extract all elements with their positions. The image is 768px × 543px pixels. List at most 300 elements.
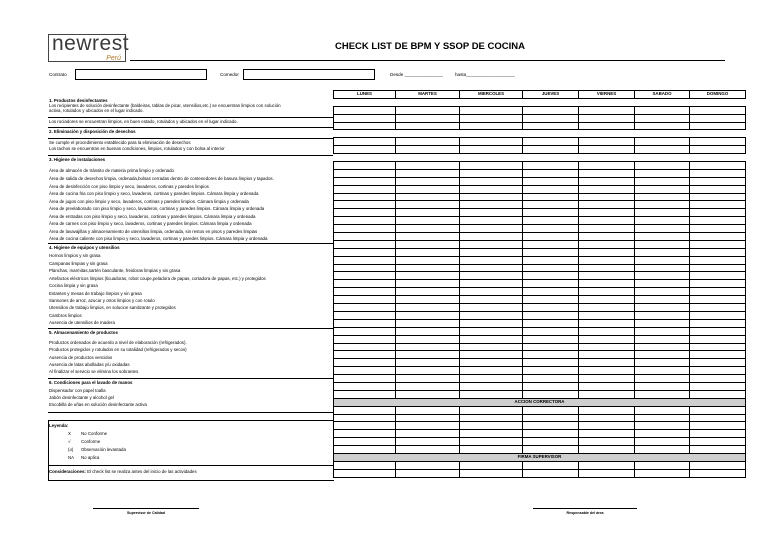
check-cell[interactable] bbox=[690, 414, 746, 422]
check-cell[interactable] bbox=[523, 296, 579, 304]
check-cell[interactable] bbox=[460, 359, 523, 367]
check-cell[interactable] bbox=[334, 422, 396, 430]
check-cell[interactable] bbox=[635, 343, 690, 351]
check-cell[interactable] bbox=[523, 225, 579, 233]
check-cell[interactable] bbox=[460, 296, 523, 304]
check-cell[interactable] bbox=[690, 201, 746, 209]
check-cell[interactable] bbox=[523, 311, 579, 319]
check-cell[interactable] bbox=[460, 375, 523, 383]
check-cell[interactable] bbox=[396, 335, 460, 343]
check-cell[interactable] bbox=[396, 319, 460, 327]
check-cell[interactable] bbox=[460, 233, 523, 241]
check-cell[interactable] bbox=[635, 114, 690, 122]
check-cell[interactable] bbox=[523, 280, 579, 288]
check-cell[interactable] bbox=[690, 225, 746, 233]
check-cell[interactable] bbox=[396, 304, 460, 312]
check-cell[interactable] bbox=[523, 469, 579, 477]
check-cell[interactable] bbox=[635, 296, 690, 304]
check-cell[interactable] bbox=[396, 406, 460, 414]
check-cell[interactable] bbox=[579, 304, 635, 312]
check-cell[interactable] bbox=[334, 146, 396, 154]
check-cell[interactable] bbox=[460, 319, 523, 327]
check-cell[interactable] bbox=[334, 446, 396, 454]
check-cell[interactable] bbox=[460, 122, 523, 130]
check-cell[interactable] bbox=[579, 319, 635, 327]
check-cell[interactable] bbox=[579, 114, 635, 122]
check-cell[interactable] bbox=[690, 288, 746, 296]
check-cell[interactable] bbox=[635, 233, 690, 241]
check-cell[interactable] bbox=[334, 359, 396, 367]
check-cell[interactable] bbox=[635, 367, 690, 375]
check-cell[interactable] bbox=[579, 390, 635, 398]
check-cell[interactable] bbox=[635, 288, 690, 296]
check-cell[interactable] bbox=[460, 343, 523, 351]
check-cell[interactable] bbox=[635, 438, 690, 446]
check-cell[interactable] bbox=[523, 335, 579, 343]
check-cell[interactable] bbox=[523, 169, 579, 177]
check-cell[interactable] bbox=[334, 382, 396, 390]
check-cell[interactable] bbox=[460, 406, 523, 414]
check-cell[interactable] bbox=[635, 248, 690, 256]
check-cell[interactable] bbox=[396, 240, 460, 248]
check-cell[interactable] bbox=[690, 256, 746, 264]
check-cell[interactable] bbox=[523, 359, 579, 367]
check-cell[interactable] bbox=[579, 327, 635, 335]
check-cell[interactable] bbox=[396, 296, 460, 304]
check-cell[interactable] bbox=[690, 390, 746, 398]
check-cell[interactable] bbox=[579, 422, 635, 430]
check-cell[interactable] bbox=[396, 146, 460, 154]
check-cell[interactable] bbox=[523, 304, 579, 312]
check-cell[interactable] bbox=[460, 422, 523, 430]
check-cell[interactable] bbox=[334, 217, 396, 225]
check-cell[interactable] bbox=[396, 367, 460, 375]
check-cell[interactable] bbox=[523, 406, 579, 414]
check-cell[interactable] bbox=[635, 185, 690, 193]
check-cell[interactable] bbox=[460, 461, 523, 469]
check-cell[interactable] bbox=[690, 177, 746, 185]
check-cell[interactable] bbox=[396, 311, 460, 319]
check-cell[interactable] bbox=[396, 461, 460, 469]
check-cell[interactable] bbox=[396, 359, 460, 367]
check-cell[interactable] bbox=[579, 217, 635, 225]
check-cell[interactable] bbox=[396, 414, 460, 422]
check-cell[interactable] bbox=[579, 375, 635, 383]
check-cell[interactable] bbox=[334, 248, 396, 256]
check-cell[interactable] bbox=[334, 201, 396, 209]
check-cell[interactable] bbox=[523, 288, 579, 296]
check-cell[interactable] bbox=[396, 162, 460, 170]
check-cell[interactable] bbox=[635, 406, 690, 414]
check-cell[interactable] bbox=[690, 114, 746, 122]
check-cell[interactable] bbox=[460, 272, 523, 280]
check-cell[interactable] bbox=[690, 327, 746, 335]
check-cell[interactable] bbox=[579, 343, 635, 351]
check-cell[interactable] bbox=[635, 390, 690, 398]
check-cell[interactable] bbox=[690, 217, 746, 225]
check-cell[interactable] bbox=[460, 162, 523, 170]
check-cell[interactable] bbox=[460, 335, 523, 343]
check-cell[interactable] bbox=[334, 351, 396, 359]
check-cell[interactable] bbox=[635, 217, 690, 225]
check-cell[interactable] bbox=[460, 382, 523, 390]
check-cell[interactable] bbox=[460, 146, 523, 154]
check-cell[interactable] bbox=[334, 375, 396, 383]
check-cell[interactable] bbox=[690, 240, 746, 248]
check-cell[interactable] bbox=[460, 240, 523, 248]
check-cell[interactable] bbox=[635, 414, 690, 422]
check-cell[interactable] bbox=[460, 114, 523, 122]
check-cell[interactable] bbox=[579, 162, 635, 170]
check-cell[interactable] bbox=[635, 382, 690, 390]
check-cell[interactable] bbox=[396, 430, 460, 438]
check-cell[interactable] bbox=[690, 351, 746, 359]
check-cell[interactable] bbox=[635, 169, 690, 177]
check-cell[interactable] bbox=[396, 390, 460, 398]
check-cell[interactable] bbox=[690, 359, 746, 367]
check-cell[interactable] bbox=[635, 359, 690, 367]
check-cell[interactable] bbox=[579, 359, 635, 367]
check-cell[interactable] bbox=[334, 406, 396, 414]
check-cell[interactable] bbox=[334, 138, 396, 146]
check-cell[interactable] bbox=[523, 430, 579, 438]
check-cell[interactable] bbox=[334, 122, 396, 130]
check-cell[interactable] bbox=[579, 461, 635, 469]
check-cell[interactable] bbox=[690, 162, 746, 170]
check-cell[interactable] bbox=[396, 382, 460, 390]
check-cell[interactable] bbox=[690, 138, 746, 146]
check-cell[interactable] bbox=[460, 225, 523, 233]
check-cell[interactable] bbox=[334, 296, 396, 304]
check-cell[interactable] bbox=[690, 461, 746, 469]
check-cell[interactable] bbox=[579, 446, 635, 454]
check-cell[interactable] bbox=[396, 446, 460, 454]
check-cell[interactable] bbox=[579, 185, 635, 193]
check-cell[interactable] bbox=[635, 430, 690, 438]
check-cell[interactable] bbox=[460, 248, 523, 256]
check-cell[interactable] bbox=[635, 106, 690, 114]
check-cell[interactable] bbox=[635, 240, 690, 248]
check-cell[interactable] bbox=[334, 390, 396, 398]
check-cell[interactable] bbox=[334, 233, 396, 241]
check-cell[interactable] bbox=[460, 304, 523, 312]
check-cell[interactable] bbox=[579, 382, 635, 390]
check-cell[interactable] bbox=[635, 446, 690, 454]
check-cell[interactable] bbox=[635, 469, 690, 477]
check-cell[interactable] bbox=[460, 138, 523, 146]
check-cell[interactable] bbox=[523, 248, 579, 256]
check-cell[interactable] bbox=[635, 311, 690, 319]
check-cell[interactable] bbox=[635, 327, 690, 335]
check-cell[interactable] bbox=[460, 446, 523, 454]
check-cell[interactable] bbox=[334, 335, 396, 343]
check-cell[interactable] bbox=[579, 264, 635, 272]
check-cell[interactable] bbox=[690, 343, 746, 351]
check-cell[interactable] bbox=[690, 319, 746, 327]
check-cell[interactable] bbox=[523, 375, 579, 383]
check-cell[interactable] bbox=[523, 446, 579, 454]
check-cell[interactable] bbox=[523, 114, 579, 122]
check-cell[interactable] bbox=[523, 106, 579, 114]
check-cell[interactable] bbox=[523, 162, 579, 170]
check-cell[interactable] bbox=[579, 406, 635, 414]
check-cell[interactable] bbox=[635, 162, 690, 170]
check-cell[interactable] bbox=[579, 122, 635, 130]
check-cell[interactable] bbox=[334, 327, 396, 335]
check-cell[interactable] bbox=[635, 122, 690, 130]
check-cell[interactable] bbox=[334, 288, 396, 296]
check-cell[interactable] bbox=[635, 304, 690, 312]
check-cell[interactable] bbox=[635, 375, 690, 383]
check-cell[interactable] bbox=[523, 461, 579, 469]
check-cell[interactable] bbox=[579, 177, 635, 185]
check-cell[interactable] bbox=[690, 304, 746, 312]
check-cell[interactable] bbox=[396, 351, 460, 359]
check-cell[interactable] bbox=[579, 469, 635, 477]
check-cell[interactable] bbox=[334, 177, 396, 185]
check-cell[interactable] bbox=[523, 217, 579, 225]
check-cell[interactable] bbox=[460, 327, 523, 335]
check-cell[interactable] bbox=[635, 256, 690, 264]
check-cell[interactable] bbox=[396, 169, 460, 177]
check-cell[interactable] bbox=[396, 106, 460, 114]
check-cell[interactable] bbox=[579, 430, 635, 438]
check-cell[interactable] bbox=[579, 311, 635, 319]
check-cell[interactable] bbox=[523, 138, 579, 146]
check-cell[interactable] bbox=[690, 311, 746, 319]
check-cell[interactable] bbox=[460, 367, 523, 375]
check-cell[interactable] bbox=[334, 106, 396, 114]
check-cell[interactable] bbox=[523, 185, 579, 193]
check-cell[interactable] bbox=[690, 406, 746, 414]
check-cell[interactable] bbox=[579, 272, 635, 280]
check-cell[interactable] bbox=[579, 233, 635, 241]
check-cell[interactable] bbox=[334, 343, 396, 351]
check-cell[interactable] bbox=[579, 335, 635, 343]
check-cell[interactable] bbox=[579, 296, 635, 304]
check-cell[interactable] bbox=[690, 469, 746, 477]
check-cell[interactable] bbox=[334, 256, 396, 264]
check-cell[interactable] bbox=[690, 335, 746, 343]
check-cell[interactable] bbox=[396, 327, 460, 335]
check-cell[interactable] bbox=[523, 351, 579, 359]
check-cell[interactable] bbox=[334, 185, 396, 193]
check-cell[interactable] bbox=[334, 114, 396, 122]
hasta-field[interactable]: hasta___________________ bbox=[455, 72, 515, 77]
check-cell[interactable] bbox=[396, 288, 460, 296]
check-cell[interactable] bbox=[579, 438, 635, 446]
check-cell[interactable] bbox=[579, 367, 635, 375]
check-cell[interactable] bbox=[396, 217, 460, 225]
check-cell[interactable] bbox=[396, 114, 460, 122]
check-cell[interactable] bbox=[690, 193, 746, 201]
check-cell[interactable] bbox=[523, 122, 579, 130]
check-cell[interactable] bbox=[396, 201, 460, 209]
desde-field[interactable]: Desde _______________ bbox=[390, 72, 443, 77]
check-cell[interactable] bbox=[396, 264, 460, 272]
check-cell[interactable] bbox=[635, 193, 690, 201]
check-cell[interactable] bbox=[523, 264, 579, 272]
check-cell[interactable] bbox=[690, 248, 746, 256]
check-cell[interactable] bbox=[523, 240, 579, 248]
check-cell[interactable] bbox=[690, 106, 746, 114]
check-cell[interactable] bbox=[579, 138, 635, 146]
comedor-field[interactable] bbox=[243, 69, 375, 80]
check-cell[interactable] bbox=[460, 201, 523, 209]
check-cell[interactable] bbox=[690, 233, 746, 241]
check-cell[interactable] bbox=[523, 382, 579, 390]
check-cell[interactable] bbox=[334, 193, 396, 201]
check-cell[interactable] bbox=[523, 193, 579, 201]
check-cell[interactable] bbox=[396, 280, 460, 288]
check-cell[interactable] bbox=[334, 311, 396, 319]
check-cell[interactable] bbox=[334, 209, 396, 217]
check-cell[interactable] bbox=[460, 217, 523, 225]
check-cell[interactable] bbox=[523, 146, 579, 154]
check-cell[interactable] bbox=[396, 138, 460, 146]
check-cell[interactable] bbox=[396, 375, 460, 383]
check-cell[interactable] bbox=[523, 390, 579, 398]
check-cell[interactable] bbox=[690, 422, 746, 430]
check-cell[interactable] bbox=[523, 233, 579, 241]
check-cell[interactable] bbox=[523, 319, 579, 327]
check-cell[interactable] bbox=[690, 430, 746, 438]
check-cell[interactable] bbox=[396, 438, 460, 446]
check-cell[interactable] bbox=[396, 469, 460, 477]
check-cell[interactable] bbox=[460, 185, 523, 193]
check-cell[interactable] bbox=[396, 177, 460, 185]
check-cell[interactable] bbox=[523, 367, 579, 375]
check-cell[interactable] bbox=[690, 280, 746, 288]
check-cell[interactable] bbox=[690, 367, 746, 375]
check-cell[interactable] bbox=[460, 264, 523, 272]
check-cell[interactable] bbox=[579, 240, 635, 248]
check-cell[interactable] bbox=[460, 169, 523, 177]
check-cell[interactable] bbox=[690, 382, 746, 390]
check-cell[interactable] bbox=[460, 351, 523, 359]
check-cell[interactable] bbox=[396, 225, 460, 233]
check-cell[interactable] bbox=[334, 240, 396, 248]
check-cell[interactable] bbox=[523, 422, 579, 430]
check-cell[interactable] bbox=[334, 414, 396, 422]
check-cell[interactable] bbox=[523, 177, 579, 185]
check-cell[interactable] bbox=[460, 414, 523, 422]
check-cell[interactable] bbox=[690, 264, 746, 272]
check-cell[interactable] bbox=[635, 319, 690, 327]
check-cell[interactable] bbox=[579, 225, 635, 233]
check-cell[interactable] bbox=[460, 106, 523, 114]
check-cell[interactable] bbox=[396, 248, 460, 256]
check-cell[interactable] bbox=[460, 469, 523, 477]
check-cell[interactable] bbox=[690, 169, 746, 177]
check-cell[interactable] bbox=[579, 201, 635, 209]
check-cell[interactable] bbox=[635, 201, 690, 209]
check-cell[interactable] bbox=[334, 225, 396, 233]
check-cell[interactable] bbox=[635, 272, 690, 280]
check-cell[interactable] bbox=[396, 343, 460, 351]
check-cell[interactable] bbox=[460, 177, 523, 185]
check-cell[interactable] bbox=[523, 256, 579, 264]
check-cell[interactable] bbox=[523, 327, 579, 335]
check-cell[interactable] bbox=[334, 280, 396, 288]
check-cell[interactable] bbox=[579, 351, 635, 359]
check-cell[interactable] bbox=[579, 288, 635, 296]
check-cell[interactable] bbox=[635, 351, 690, 359]
check-cell[interactable] bbox=[635, 138, 690, 146]
check-cell[interactable] bbox=[579, 248, 635, 256]
check-cell[interactable] bbox=[579, 146, 635, 154]
check-cell[interactable] bbox=[635, 225, 690, 233]
check-cell[interactable] bbox=[523, 343, 579, 351]
check-cell[interactable] bbox=[334, 430, 396, 438]
contrato-field[interactable] bbox=[75, 69, 207, 80]
check-cell[interactable] bbox=[690, 122, 746, 130]
check-cell[interactable] bbox=[690, 209, 746, 217]
check-cell[interactable] bbox=[334, 169, 396, 177]
check-cell[interactable] bbox=[460, 280, 523, 288]
check-cell[interactable] bbox=[579, 106, 635, 114]
check-cell[interactable] bbox=[334, 367, 396, 375]
check-cell[interactable] bbox=[523, 438, 579, 446]
check-cell[interactable] bbox=[396, 185, 460, 193]
check-cell[interactable] bbox=[334, 264, 396, 272]
check-cell[interactable] bbox=[690, 446, 746, 454]
check-cell[interactable] bbox=[523, 209, 579, 217]
check-cell[interactable] bbox=[396, 193, 460, 201]
check-cell[interactable] bbox=[635, 209, 690, 217]
check-cell[interactable] bbox=[579, 193, 635, 201]
check-cell[interactable] bbox=[396, 233, 460, 241]
check-cell[interactable] bbox=[334, 461, 396, 469]
check-cell[interactable] bbox=[334, 469, 396, 477]
check-cell[interactable] bbox=[690, 185, 746, 193]
check-cell[interactable] bbox=[523, 201, 579, 209]
check-cell[interactable] bbox=[460, 193, 523, 201]
check-cell[interactable] bbox=[635, 461, 690, 469]
check-cell[interactable] bbox=[460, 311, 523, 319]
check-cell[interactable] bbox=[460, 390, 523, 398]
check-cell[interactable] bbox=[635, 280, 690, 288]
check-cell[interactable] bbox=[334, 162, 396, 170]
check-cell[interactable] bbox=[690, 272, 746, 280]
check-cell[interactable] bbox=[334, 438, 396, 446]
check-cell[interactable] bbox=[635, 264, 690, 272]
check-cell[interactable] bbox=[579, 414, 635, 422]
check-cell[interactable] bbox=[396, 256, 460, 264]
check-cell[interactable] bbox=[334, 304, 396, 312]
check-cell[interactable] bbox=[579, 280, 635, 288]
check-cell[interactable] bbox=[396, 272, 460, 280]
check-cell[interactable] bbox=[579, 256, 635, 264]
check-cell[interactable] bbox=[460, 438, 523, 446]
check-cell[interactable] bbox=[334, 319, 396, 327]
check-cell[interactable] bbox=[334, 272, 396, 280]
check-cell[interactable] bbox=[460, 256, 523, 264]
check-cell[interactable] bbox=[460, 288, 523, 296]
check-cell[interactable] bbox=[523, 414, 579, 422]
check-cell[interactable] bbox=[635, 335, 690, 343]
check-cell[interactable] bbox=[460, 209, 523, 217]
check-cell[interactable] bbox=[460, 430, 523, 438]
check-cell[interactable] bbox=[396, 122, 460, 130]
check-cell[interactable] bbox=[690, 375, 746, 383]
check-cell[interactable] bbox=[523, 272, 579, 280]
check-cell[interactable] bbox=[690, 296, 746, 304]
check-cell[interactable] bbox=[396, 209, 460, 217]
check-cell[interactable] bbox=[690, 146, 746, 154]
check-cell[interactable] bbox=[635, 177, 690, 185]
check-cell[interactable] bbox=[690, 438, 746, 446]
